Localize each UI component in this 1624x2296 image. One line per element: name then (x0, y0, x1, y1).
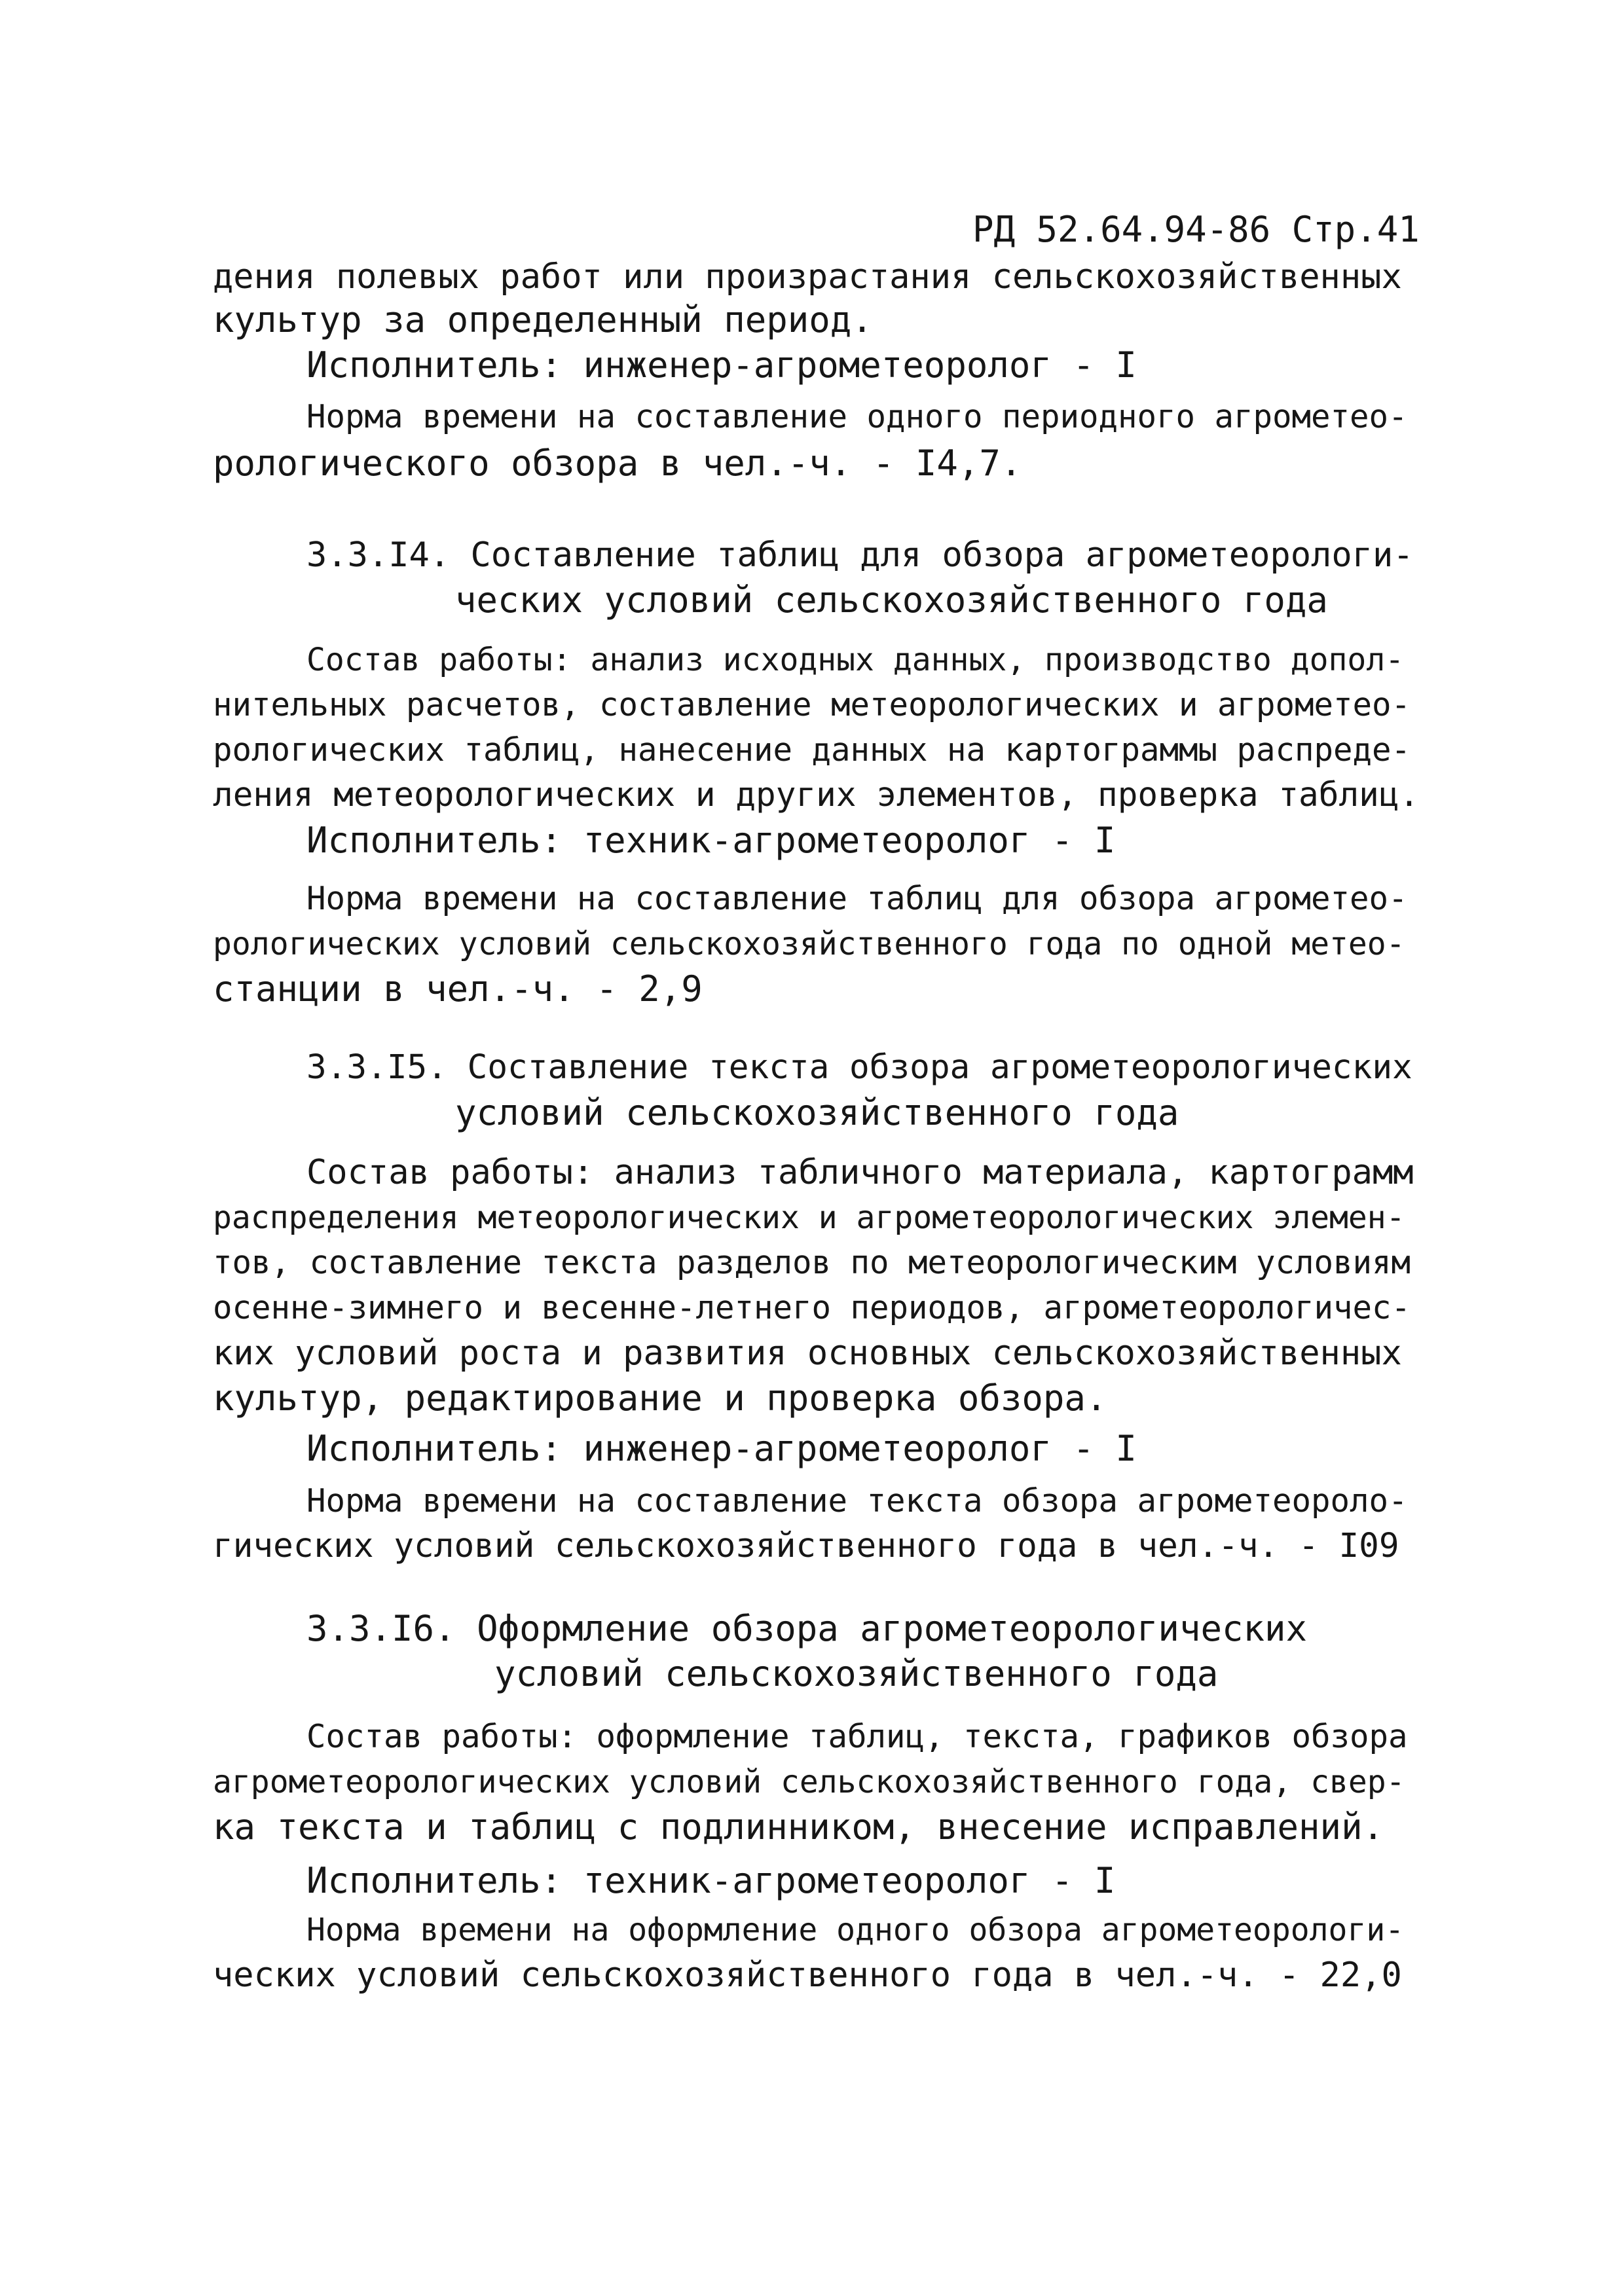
intro-line-3: Исполнитель: инженер-агрометеоролог - I (306, 344, 1137, 386)
intro-line-5: рологического обзора в чел.-ч. - I4,7. (213, 443, 1022, 484)
s16-body-line-1: Состав работы: оформление таблиц, текста, графиков обзора (306, 1718, 1408, 1755)
s15-body-line-2: распределения метеорологических и агрометеорологических элемен- (213, 1199, 1405, 1236)
intro-line-2: культур за определенный период. (213, 299, 873, 340)
s14-norm-line-2: рологических условий сельскохозяйственного года по одной метео- (213, 926, 1405, 962)
s16-body-line-2: агрометеорологических условий сельскохозяйственного года, свер- (213, 1764, 1405, 1800)
intro-line-4: Норма времени на составление одного периодного агрометео- (306, 398, 1408, 435)
intro-line-1: дения полевых работ или произрастания сельскохозяйственных (213, 257, 1402, 297)
s15-body-line-5: ких условий роста и развития основных сельскохозяйственных (213, 1334, 1402, 1373)
s16-title-line-2: условий сельскохозяйственного года (494, 1653, 1219, 1694)
page-header-doc-ref: РД 52.64.94-86 Стр.41 (972, 209, 1420, 250)
s14-body-line-1: Состав работы: анализ исходных данных, производство допол- (306, 642, 1405, 678)
s14-norm-line-1: Норма времени на составление таблиц для обзора агрометео- (306, 880, 1408, 917)
s14-executor: Исполнитель: техник-агрометеоролог - I (306, 820, 1116, 861)
s16-norm-line-1: Норма времени на оформление одного обзора агрометеорологи- (306, 1912, 1405, 1948)
s14-body-line-3: рологических таблиц, нанесение данных на картограммы распреде- (213, 731, 1411, 769)
s16-title-line-1: 3.3.I6. Оформление обзора агрометеорологических (306, 1608, 1308, 1649)
s14-title-line-1: 3.3.I4. Составление таблиц для обзора агрометеорологи- (306, 536, 1414, 575)
s16-executor: Исполнитель: техник-агрометеоролог - I (306, 1860, 1116, 1901)
s15-title-line-2: условий сельскохозяйственного года (455, 1092, 1179, 1133)
s16-norm-line-2: ческих условий сельскохозяйственного года в чел.-ч. - 22,0 (213, 1956, 1402, 1995)
s14-body-line-4: ления метеорологических и других элементов, проверка таблиц. (213, 776, 1420, 814)
s15-norm-line-1: Норма времени на составление текста обзора агрометеороло- (306, 1482, 1408, 1520)
s15-executor: Исполнитель: инженер-агрометеоролог - I (306, 1428, 1137, 1469)
s15-norm-line-2: гических условий сельскохозяйственного года в чел.-ч. - I09 (213, 1527, 1399, 1565)
s15-title-line-1: 3.3.I5. Составление текста обзора агрометеорологических (306, 1048, 1412, 1087)
s15-body-line-1: Состав работы: анализ табличного материала, картограмм (306, 1153, 1414, 1192)
s14-body-line-2: нительных расчетов, составление метеорологических и агрометео- (213, 686, 1411, 723)
s15-body-line-3: тов, составление текста разделов по метеорологическим условиям (213, 1244, 1411, 1281)
s15-body-line-4: осенне-зимнего и весенне-летнего периодов, агрометеорологичес- (213, 1289, 1411, 1326)
s15-body-line-6: культур, редактирование и проверка обзора. (213, 1377, 1107, 1419)
s16-body-line-3: ка текста и таблиц с подлинником, внесение исправлений. (213, 1806, 1384, 1848)
s14-norm-line-3: станции в чел.-ч. - 2,9 (213, 968, 703, 1010)
s14-title-line-2: ческих условий сельскохозяйственного года (455, 579, 1328, 621)
